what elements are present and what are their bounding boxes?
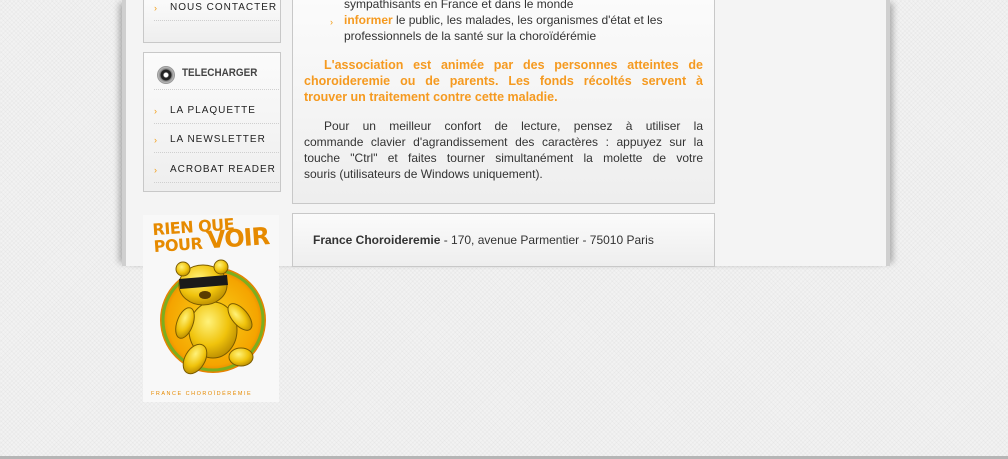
bullet-text: professionnels de la santé sur la choroïdérémie	[344, 29, 597, 43]
address-box	[292, 213, 715, 267]
download-title: TELECHARGER	[182, 67, 258, 79]
tip-line: Pour un meilleur confort de lecture, pensez à utiliser la	[324, 119, 703, 133]
address-line	[313, 233, 654, 247]
download-item-label: ACROBAT READER	[170, 164, 276, 175]
tip-line: touche "Ctrl" et faites tourner simultanément la molette de votre	[304, 151, 703, 165]
association-highlight	[304, 57, 703, 105]
main-content-box	[292, 0, 715, 204]
teddy-bear-icon	[143, 255, 279, 395]
bullet-text-partial: sympathisants en France et dans le monde	[344, 0, 574, 11]
promo-banner[interactable]	[143, 215, 279, 402]
slogan-line: VOIR	[206, 222, 270, 255]
sidebar-item-nous-contacter[interactable]	[154, 0, 279, 21]
promo-slogan	[151, 214, 274, 257]
download-item-plaquette[interactable]	[154, 99, 279, 124]
org-name: France Choroideremie	[313, 233, 441, 247]
download-box	[143, 52, 281, 192]
bullet-keyword: informer	[344, 13, 393, 27]
download-item-newsletter[interactable]	[154, 128, 279, 153]
highlight-line: L'association est animée par des personnes atteintes de	[324, 58, 703, 72]
download-item-label: LA NEWSLETTER	[170, 134, 266, 145]
slogan-line: POUR	[153, 233, 203, 257]
chevron-right-icon: ›	[330, 17, 333, 27]
bullet-informer	[344, 12, 704, 44]
highlight-line: choroideremie ou de parents. Les fonds récoltés servent à	[304, 74, 703, 88]
highlight-line: trouver un traitement contre cette maladie.	[304, 90, 558, 104]
slogan-line: RIEN QUE	[151, 214, 235, 240]
reading-tip	[304, 118, 703, 182]
tip-line: commande clavier d'agrandissement des caractères : appuyez sur la	[304, 135, 703, 149]
sidebar-nav-box	[143, 0, 281, 43]
chevron-right-icon: ›	[154, 106, 158, 116]
chevron-right-icon: ›	[154, 165, 158, 175]
download-item-label: LA PLAQUETTE	[170, 105, 256, 116]
download-header	[154, 61, 279, 90]
promo-footer-text: FRANCE CHOROÏDÉRÉMIE	[151, 391, 253, 397]
chevron-right-icon: ›	[154, 3, 158, 13]
download-item-acrobat-reader[interactable]	[154, 158, 279, 183]
address-text: - 170, avenue Parmentier - 75010 Paris	[440, 233, 654, 247]
cd-disc-icon	[157, 66, 175, 84]
tip-line: souris (utilisateurs de Windows uniquement).	[304, 167, 543, 181]
chevron-right-icon: ›	[154, 135, 158, 145]
sidebar-item-label: NOUS CONTACTER	[170, 2, 278, 13]
bullet-text: le public, les malades, les organismes d'état et les	[392, 13, 663, 27]
